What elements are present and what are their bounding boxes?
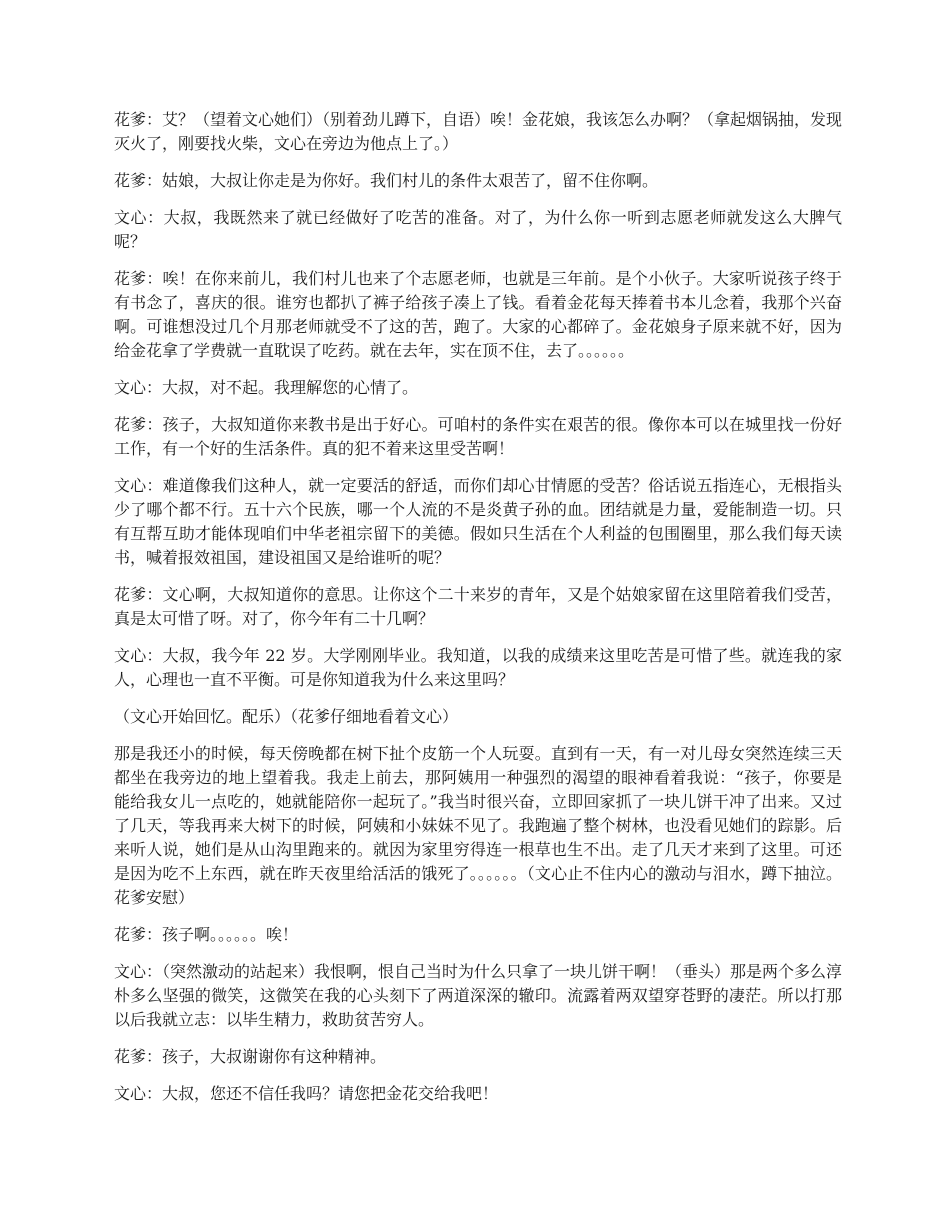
dialogue-paragraph: 花爹：艾？（望着文心她们）（别着劲儿蹲下，自语）唉！金花娘，我该怎么办啊？（拿起烟锅抽，发现灭火了，刚要找火柴，文心在旁边为他点上了。） [114, 110, 843, 153]
dialogue-paragraph: 文心：大叔，对不起。我理解您的心情了。 [114, 378, 419, 397]
dialogue-paragraph: 文心：大叔，我既然来了就已经做好了吃苦的准备。对了，为什么你一听到志愿老师就发这么大脾气呢？ [114, 208, 842, 251]
dialogue-paragraph: 花爹：孩子，大叔知道你来教书是出于好心。可咱村的条件实在艰苦的很。像你本可以在城里找一份好工作，有一个好的生活条件。真的犯不着来这里受苦啊！ [114, 415, 842, 458]
dialogue-paragraph: 花爹：孩子，大叔谢谢你有这种精神。 [114, 1047, 387, 1066]
document-body [114, 108, 842, 1119]
dialogue-paragraph: 文心：大叔，您还不信任我吗？请您把金花交给我吧！ [114, 1084, 499, 1103]
dialogue-paragraph: 花爹：唉！在你来前儿，我们村儿也来了个志愿老师，也就是三年前。是个小伙子。大家听说孩子终于有书念了，喜庆的很。谁穷也都扒了裤子给孩子凑上了钱。看着金花每天捧着书本儿念着，我那个兴奋啊。可谁想没过几个月那老师就受不了这的苦，跑了。大家的心都碎了。金花娘身子原来就不好，因为给金花拿了学费就一直耽误了吃药。就在去年，实在顶不住，去了。。。。。。 [114, 269, 842, 360]
dialogue-paragraph: 文心：难道像我们这种人，就一定要活的舒适，而你们却心甘情愿的受苦？俗话说五指连心，无根指头少了哪个都不行。五十六个民族，哪一个人流的不是炎黄子孙的血。团结就是力量，爱能制造一切。只有互帮互助才能体现咱们中华老祖宗留下的美德。假如只生活在个人利益的包围圈里，那么我们每天读书，喊着报效祖国，建设祖国又是给谁听的呢？ [114, 476, 842, 567]
stage-direction: （文心开始回忆。配乐）（花爹仔细地看着文心） [114, 707, 459, 726]
dialogue-paragraph: 文心：大叔，我今年 22 岁。大学刚刚毕业。我知道，以我的成绩来这里吃苦是可惜了些。就连我的家人，心理也一直不平衡。可是你知道我为什么来这里吗？ [114, 646, 842, 689]
dialogue-paragraph: 文心：（突然激动的站起来）我恨啊，恨自己当时为什么只拿了一块儿饼干啊！（垂头）那是两个多么淳朴多么坚强的微笑，这微笑在我的心头刻下了两道深深的辙印。流露着两双望穿苍野的凄茫。所以打那以后我就立志：以毕生精力，救助贫苦穷人。 [114, 962, 843, 1029]
dialogue-paragraph: 花爹：姑娘，大叔让你走是为你好。我们村儿的条件太艰苦了，留不住你啊。 [114, 171, 659, 190]
narration-paragraph: 那是我还小的时候，每天傍晚都在树下扯个皮筋一个人玩耍。直到有一天，有一对儿母女突然连续三天都坐在我旁边的地上望着我。我走上前去，那阿姨用一种强烈的渴望的眼神看着我说：“孩子，你要是能给我女儿一点吃的，她就能陪你一起玩了。”我当时很兴奋，立即回家抓了一块儿饼干冲了出来。又过了几天，等我再来大树下的时候，阿姨和小妹妹不见了。我跑遍了整个树林，也没看见她们的踪影。后来听人说，她们是从山沟里跑来的。就因为家里穷得连一根草也生不出。走了几天才来到了这里。可还是因为吃不上东西，就在昨天夜里给活活的饿死了。。。。。。（文心止不住内心的激动与泪水，蹲下抽泣。花爹安慰） [114, 744, 842, 907]
dialogue-paragraph: 花爹：孩子啊。。。。。。唉！ [114, 925, 299, 944]
dialogue-paragraph: 花爹：文心啊，大叔知道你的意思。让你这个二十来岁的青年，又是个姑娘家留在这里陪着我们受苦，真是太可惜了呀。对了，你今年有二十几啊？ [114, 585, 842, 628]
